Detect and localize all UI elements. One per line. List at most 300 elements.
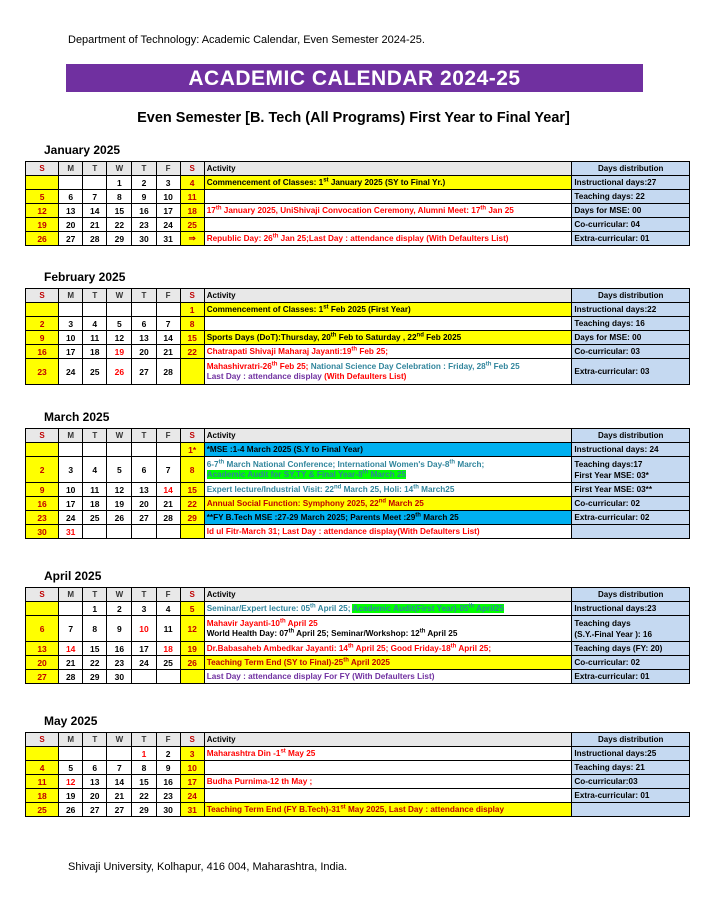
days-distribution-cell: Instructional days:27 — [572, 176, 690, 190]
calendar-day — [83, 443, 107, 457]
calendar-day: 6 — [132, 317, 156, 331]
days-distribution-header: Days distribution — [572, 162, 690, 176]
days-distribution-cell: Teaching days (FY: 20) — [572, 642, 690, 656]
days-distribution-cell: Teaching days: 21 — [572, 761, 690, 775]
footer-address: Shivaji University, Kolhapur, 416 004, Maharashtra, India. — [68, 861, 348, 873]
weekday-header: M — [59, 733, 83, 747]
weekday-header: T — [132, 429, 156, 443]
weekday-header: T — [132, 588, 156, 602]
calendar-day: 26 — [180, 656, 204, 670]
calendar-day: 6 — [59, 190, 83, 204]
calendar-day — [26, 602, 59, 616]
calendar-day: 25 — [26, 803, 59, 817]
calendar-day: 6 — [132, 457, 156, 483]
calendar-day: 18 — [26, 789, 59, 803]
calendar-day: 30 — [107, 670, 132, 684]
week-row — [26, 204, 690, 218]
calendar-day: 21 — [156, 497, 180, 511]
weekday-header: S — [180, 588, 204, 602]
calendar-day: 19 — [107, 497, 132, 511]
activity-cell: *MSE :1-4 March 2025 (S.Y to Final Year) — [204, 443, 572, 457]
calendar-day: 29 — [83, 670, 107, 684]
calendar-day: 17 — [180, 775, 204, 789]
calendar-day: 1* — [180, 443, 204, 457]
month-title: May 2025 — [44, 714, 98, 728]
week-row — [26, 670, 690, 684]
week-row — [26, 218, 690, 232]
activity-cell: Seminar/Expert lecture: 05th April 25; Academic Audit(First Year)-05th April25 — [204, 602, 572, 616]
days-distribution-cell: Extra-curricular: 02 — [572, 511, 690, 525]
calendar-day: 15 — [180, 483, 204, 497]
week-row — [26, 331, 690, 345]
calendar-day — [156, 443, 180, 457]
days-distribution-cell — [572, 525, 690, 539]
week-row — [26, 483, 690, 497]
calendar-day: 18 — [180, 204, 204, 218]
calendar-day: 25 — [156, 656, 180, 670]
weekday-header: T — [132, 289, 156, 303]
calendar-day: 19 — [26, 218, 59, 232]
calendar-day: 24 — [156, 218, 180, 232]
weekday-header: M — [59, 162, 83, 176]
days-distribution-cell: Days for MSE: 00 — [572, 331, 690, 345]
calendar-day: 12 — [180, 616, 204, 642]
calendar-day — [180, 670, 204, 684]
calendar-day: 10 — [132, 616, 156, 642]
week-row — [26, 656, 690, 670]
week-row — [26, 525, 690, 539]
weekday-header: T — [132, 733, 156, 747]
calendar-day: 17 — [59, 497, 83, 511]
weekday-header: S — [180, 429, 204, 443]
calendar-day: 13 — [59, 204, 83, 218]
calendar-day: 4 — [83, 317, 107, 331]
calendar-day: 14 — [156, 331, 180, 345]
weekday-header: T — [83, 588, 107, 602]
weekday-header: S — [180, 733, 204, 747]
calendar-day: 20 — [132, 345, 156, 359]
calendar-day: 26 — [107, 359, 132, 385]
calendar-day: 4 — [83, 457, 107, 483]
activity-header: Activity — [204, 289, 572, 303]
week-row — [26, 359, 690, 385]
calendar-day — [107, 525, 132, 539]
calendar-day: 15 — [180, 331, 204, 345]
calendar-day: 23 — [156, 789, 180, 803]
calendar-day: 5 — [59, 761, 83, 775]
days-distribution-cell: First Year MSE: 03** — [572, 483, 690, 497]
calendar-day: 12 — [59, 775, 83, 789]
calendar-day: 8 — [107, 190, 132, 204]
calendar-day: 20 — [132, 497, 156, 511]
calendar-day: 11 — [180, 190, 204, 204]
days-distribution-cell: Extra-curricular: 01 — [572, 232, 690, 246]
calendar-day: 25 — [83, 511, 107, 525]
page-subtitle: Even Semester [B. Tech (All Programs) First Year to Final Year] — [137, 110, 570, 126]
calendar-day: 24 — [59, 359, 83, 385]
calendar-day: 12 — [107, 331, 132, 345]
calendar-day: 10 — [156, 190, 180, 204]
activity-cell: Chatrapati Shivaji Maharaj Jayanti:19th Feb 25; — [204, 345, 572, 359]
calendar-day: 24 — [180, 789, 204, 803]
calendar-day: 1 — [107, 176, 132, 190]
days-distribution-cell: Co-curricular: 02 — [572, 497, 690, 511]
calendar-day: 12 — [26, 204, 59, 218]
week-row — [26, 345, 690, 359]
calendar-day: 28 — [83, 232, 107, 246]
calendar-day: 11 — [26, 775, 59, 789]
activity-cell: Expert lecture/Industrial Visit: 22nd March 25, Holi: 14th March25 — [204, 483, 572, 497]
calendar-day: 23 — [132, 218, 156, 232]
activity-cell: Sports Days (DoT):Thursday, 20th Feb to Saturday , 22nd Feb 2025 — [204, 331, 572, 345]
activity-cell: Budha Purnima-12 th May ; — [204, 775, 572, 789]
calendar-day: 12 — [107, 483, 132, 497]
calendar-day — [83, 747, 107, 761]
week-row — [26, 803, 690, 817]
days-distribution-cell: Teaching days: 22 — [572, 190, 690, 204]
activity-cell: Commencement of Classes: 1st Feb 2025 (First Year) — [204, 303, 572, 317]
calendar-day: 4 — [26, 761, 59, 775]
calendar-day: 29 — [180, 511, 204, 525]
week-row — [26, 176, 690, 190]
calendar-day: 3 — [180, 747, 204, 761]
days-distribution-cell: Teaching days:17 First Year MSE: 03* — [572, 457, 690, 483]
week-row — [26, 303, 690, 317]
calendar-day: 10 — [180, 761, 204, 775]
calendar-day — [26, 303, 59, 317]
calendar-day: 22 — [180, 345, 204, 359]
activity-cell — [204, 317, 572, 331]
calendar-day — [132, 670, 156, 684]
days-distribution-cell: Days for MSE: 00 — [572, 204, 690, 218]
calendar-day — [59, 747, 83, 761]
month-calendar-table — [25, 288, 690, 385]
calendar-day: 31 — [156, 232, 180, 246]
calendar-day — [107, 747, 132, 761]
weekday-header: W — [107, 162, 132, 176]
calendar-day: 5 — [107, 457, 132, 483]
calendar-day: 11 — [83, 331, 107, 345]
activity-cell: Last Day : attendance display For FY (With Defaulters List) — [204, 670, 572, 684]
calendar-day: 30 — [132, 232, 156, 246]
activity-cell — [204, 761, 572, 775]
week-row — [26, 789, 690, 803]
weekday-header: M — [59, 588, 83, 602]
weekday-header: F — [156, 588, 180, 602]
activity-cell: Teaching Term End (FY B.Tech)-31st May 2025, Last Day : attendance display — [204, 803, 572, 817]
calendar-day: 25 — [180, 218, 204, 232]
calendar-day — [83, 176, 107, 190]
calendar-day — [59, 303, 83, 317]
calendar-day: 31 — [59, 525, 83, 539]
weekday-header: T — [132, 162, 156, 176]
calendar-day: 3 — [156, 176, 180, 190]
calendar-day: 14 — [107, 775, 132, 789]
weekday-header: W — [107, 289, 132, 303]
activity-cell: Commencement of Classes: 1st January 2025 (SY to Final Yr.) — [204, 176, 572, 190]
calendar-day — [156, 670, 180, 684]
calendar-day: 17 — [156, 204, 180, 218]
calendar-day — [180, 359, 204, 385]
calendar-day: 8 — [180, 317, 204, 331]
calendar-day: 22 — [107, 218, 132, 232]
calendar-day: 10 — [59, 483, 83, 497]
calendar-day: 5 — [107, 317, 132, 331]
week-row — [26, 642, 690, 656]
month-title: February 2025 — [44, 270, 126, 284]
calendar-day: 9 — [26, 483, 59, 497]
calendar-day: 20 — [59, 218, 83, 232]
calendar-day: 23 — [26, 511, 59, 525]
month-calendar-table — [25, 428, 690, 539]
calendar-day: 26 — [26, 232, 59, 246]
calendar-day: 28 — [156, 359, 180, 385]
calendar-day: 20 — [83, 789, 107, 803]
calendar-day: 2 — [26, 457, 59, 483]
calendar-day: 18 — [83, 345, 107, 359]
continue-arrow-icon: ⇒ — [180, 232, 204, 246]
calendar-day: 14 — [83, 204, 107, 218]
calendar-day: 24 — [132, 656, 156, 670]
calendar-day: 5 — [180, 602, 204, 616]
calendar-day: 18 — [83, 497, 107, 511]
days-distribution-cell: Teaching days (S.Y.-Final Year ): 16 — [572, 616, 690, 642]
calendar-day: 8 — [83, 616, 107, 642]
days-distribution-cell: Instructional days: 24 — [572, 443, 690, 457]
calendar-day: 27 — [132, 359, 156, 385]
calendar-day: 22 — [132, 789, 156, 803]
activity-cell: 17th January 2025, UniShivaji Convocation Ceremony, Alumni Meet: 17th Jan 25 — [204, 204, 572, 218]
calendar-day: 13 — [132, 483, 156, 497]
calendar-day: 7 — [59, 616, 83, 642]
days-distribution-cell: Instructional days:23 — [572, 602, 690, 616]
calendar-day: 10 — [59, 331, 83, 345]
calendar-day: 7 — [156, 317, 180, 331]
week-row — [26, 602, 690, 616]
days-distribution-cell: Co-curricular: 03 — [572, 345, 690, 359]
calendar-day — [26, 176, 59, 190]
calendar-day: 6 — [26, 616, 59, 642]
week-row — [26, 232, 690, 246]
calendar-day — [156, 525, 180, 539]
calendar-day: 3 — [132, 602, 156, 616]
week-row — [26, 443, 690, 457]
calendar-day: 22 — [83, 656, 107, 670]
calendar-day: 19 — [107, 345, 132, 359]
calendar-day: 6 — [83, 761, 107, 775]
activity-header: Activity — [204, 588, 572, 602]
activity-cell: Dr.Babasaheb Ambedkar Jayanti: 14th April 25; Good Friday-18th April 25; — [204, 642, 572, 656]
days-distribution-cell: Instructional days:25 — [572, 747, 690, 761]
calendar-day: 30 — [26, 525, 59, 539]
weekday-header: T — [83, 162, 107, 176]
calendar-day: 22 — [180, 497, 204, 511]
days-distribution-cell: Extra-curricular: 03 — [572, 359, 690, 385]
calendar-day: 14 — [156, 483, 180, 497]
calendar-day: 24 — [59, 511, 83, 525]
weekday-header: W — [107, 733, 132, 747]
week-row — [26, 497, 690, 511]
weekday-header: S — [26, 733, 59, 747]
week-row — [26, 511, 690, 525]
page-title: ACADEMIC CALENDAR 2024-25 — [66, 64, 643, 92]
activity-header: Activity — [204, 429, 572, 443]
activity-cell: **FY B.Tech MSE :27-29 March 2025; Parents Meet :29th March 25 — [204, 511, 572, 525]
calendar-day — [132, 525, 156, 539]
month-title: March 2025 — [44, 410, 110, 424]
calendar-day: 27 — [107, 803, 132, 817]
weekday-header: S — [26, 588, 59, 602]
calendar-day: 11 — [156, 616, 180, 642]
calendar-day: 7 — [83, 190, 107, 204]
calendar-day: 8 — [132, 761, 156, 775]
week-row — [26, 190, 690, 204]
calendar-day — [59, 602, 83, 616]
week-row — [26, 761, 690, 775]
activity-cell — [204, 190, 572, 204]
calendar-day — [107, 303, 132, 317]
calendar-day: 16 — [26, 345, 59, 359]
calendar-day: 9 — [26, 331, 59, 345]
calendar-day: 5 — [26, 190, 59, 204]
days-distribution-cell: Extra-curricular: 01 — [572, 670, 690, 684]
calendar-day: 29 — [107, 232, 132, 246]
calendar-day: 25 — [83, 359, 107, 385]
activity-cell — [204, 218, 572, 232]
calendar-day: 27 — [59, 232, 83, 246]
calendar-day: 15 — [83, 642, 107, 656]
weekday-header: M — [59, 429, 83, 443]
activity-header: Activity — [204, 733, 572, 747]
days-distribution-cell — [572, 803, 690, 817]
weekday-header: F — [156, 289, 180, 303]
calendar-day: 30 — [156, 803, 180, 817]
calendar-day: 1 — [83, 602, 107, 616]
calendar-day: 21 — [107, 789, 132, 803]
days-distribution-cell: Co-curricular: 04 — [572, 218, 690, 232]
calendar-day: 27 — [132, 511, 156, 525]
activity-cell: Teaching Term End (SY to Final)-25th April 2025 — [204, 656, 572, 670]
calendar-day: 15 — [107, 204, 132, 218]
weekday-header: F — [156, 733, 180, 747]
calendar-day: 8 — [180, 457, 204, 483]
calendar-day — [132, 303, 156, 317]
calendar-day: 7 — [156, 457, 180, 483]
weekday-header: W — [107, 429, 132, 443]
calendar-day — [26, 747, 59, 761]
calendar-day: 28 — [156, 511, 180, 525]
days-distribution-cell: Co-curricular:03 — [572, 775, 690, 789]
activity-cell — [204, 789, 572, 803]
activity-cell: Mahavir Jayanti-10th April 25 World Health Day: 07th April 25; Seminar/Workshop: 12th April 25 — [204, 616, 572, 642]
weekday-header: M — [59, 289, 83, 303]
calendar-day: 21 — [156, 345, 180, 359]
calendar-day — [83, 525, 107, 539]
calendar-day — [83, 303, 107, 317]
calendar-day: 19 — [59, 789, 83, 803]
calendar-day: 13 — [26, 642, 59, 656]
weekday-header: S — [26, 162, 59, 176]
calendar-day: 19 — [180, 642, 204, 656]
weekday-header: F — [156, 162, 180, 176]
activity-cell: 6-7th March National Conference; International Women's Day-8th March; Academic Audit for SY,TY & Final Year-8th March 25 — [204, 457, 572, 483]
calendar-day: 18 — [156, 642, 180, 656]
month-calendar-table — [25, 732, 690, 817]
week-row — [26, 775, 690, 789]
calendar-day: 27 — [26, 670, 59, 684]
activity-header: Activity — [204, 162, 572, 176]
calendar-day: 21 — [59, 656, 83, 670]
weekday-header: T — [83, 289, 107, 303]
days-distribution-header: Days distribution — [572, 289, 690, 303]
calendar-day: 16 — [107, 642, 132, 656]
calendar-day: 2 — [156, 747, 180, 761]
calendar-day: 11 — [83, 483, 107, 497]
calendar-day: 1 — [180, 303, 204, 317]
calendar-day: 2 — [132, 176, 156, 190]
calendar-day: 9 — [156, 761, 180, 775]
activity-cell: Maharashtra Din -1st May 25 — [204, 747, 572, 761]
calendar-day: 7 — [107, 761, 132, 775]
week-row — [26, 747, 690, 761]
calendar-day: 16 — [132, 204, 156, 218]
calendar-day: 14 — [59, 642, 83, 656]
weekday-header: T — [83, 733, 107, 747]
calendar-day: 1 — [132, 747, 156, 761]
month-calendar-table — [25, 161, 690, 246]
calendar-day: 21 — [83, 218, 107, 232]
days-distribution-cell: Co-curricular: 02 — [572, 656, 690, 670]
calendar-day — [59, 443, 83, 457]
activity-cell: Republic Day: 26th Jan 25;Last Day : attendance display (With Defaulters List) — [204, 232, 572, 246]
calendar-day: 15 — [132, 775, 156, 789]
weekday-header: T — [83, 429, 107, 443]
calendar-day: 3 — [59, 457, 83, 483]
calendar-day: 17 — [132, 642, 156, 656]
calendar-day — [59, 176, 83, 190]
month-title: April 2025 — [44, 569, 102, 583]
weekday-header: S — [26, 429, 59, 443]
calendar-day — [107, 443, 132, 457]
department-line: Department of Technology: Academic Calendar, Even Semester 2024-25. — [68, 34, 425, 46]
days-distribution-cell: Instructional days:22 — [572, 303, 690, 317]
weekday-header: S — [26, 289, 59, 303]
weekday-header: F — [156, 429, 180, 443]
calendar-day: 16 — [156, 775, 180, 789]
days-distribution-cell: Extra-curricular: 01 — [572, 789, 690, 803]
week-row — [26, 616, 690, 642]
calendar-day: 4 — [156, 602, 180, 616]
calendar-day: 13 — [83, 775, 107, 789]
weekday-header: W — [107, 588, 132, 602]
days-distribution-cell: Teaching days: 16 — [572, 317, 690, 331]
calendar-day: 23 — [107, 656, 132, 670]
calendar-day: 26 — [107, 511, 132, 525]
weekday-header: S — [180, 162, 204, 176]
calendar-day: 2 — [107, 602, 132, 616]
calendar-day — [156, 303, 180, 317]
calendar-day — [26, 443, 59, 457]
calendar-day: 4 — [180, 176, 204, 190]
calendar-day: 3 — [59, 317, 83, 331]
calendar-day — [132, 443, 156, 457]
activity-cell: Annual Social Function: Symphony 2025, 22nd March 25 — [204, 497, 572, 511]
week-row — [26, 317, 690, 331]
activity-cell: Id ul Fitr-March 31; Last Day : attendance display(With Defaulters List) — [204, 525, 572, 539]
calendar-day: 28 — [59, 670, 83, 684]
days-distribution-header: Days distribution — [572, 429, 690, 443]
calendar-day: 9 — [132, 190, 156, 204]
